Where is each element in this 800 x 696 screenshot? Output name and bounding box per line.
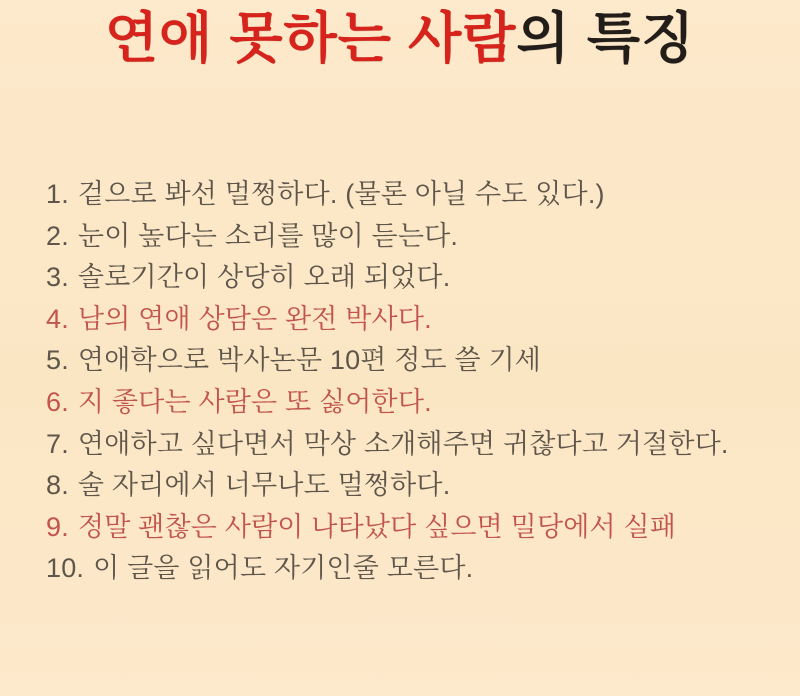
list-item-text: 솔로기간이 상당히 오래 되었다. xyxy=(77,262,451,293)
list-item xyxy=(46,174,784,216)
list-item-text: 정말 괜찮은 사람이 나타났다 싶으면 밀당에서 실패 xyxy=(77,511,677,542)
list-item xyxy=(46,507,784,549)
list-item xyxy=(46,216,784,258)
list-item-text: 이 글을 읽어도 자기인줄 모른다. xyxy=(93,553,474,584)
list-item-number: 6. xyxy=(46,386,69,417)
list-item-number: 5. xyxy=(46,345,69,376)
list-item-number: 7. xyxy=(46,428,69,459)
list-item-text: 남의 연애 상담은 완전 박사다. xyxy=(77,303,432,334)
list-item-text: 연애하고 싶다면서 막상 소개해주면 귀찮다고 거절한다. xyxy=(77,428,729,459)
list-item xyxy=(46,257,784,299)
list-item-number: 3. xyxy=(46,262,69,293)
list-item-number: 4. xyxy=(46,303,69,334)
list-item xyxy=(46,340,784,382)
list-item xyxy=(46,299,784,341)
list-item xyxy=(46,465,784,507)
list-item-text: 술 자리에서 너무나도 멀쩡하다. xyxy=(77,470,451,501)
list-item xyxy=(46,382,784,424)
list-item xyxy=(46,548,784,590)
list-item-text: 눈이 높다는 소리를 많이 듣는다. xyxy=(77,220,459,251)
page-title xyxy=(0,2,800,74)
list-item xyxy=(46,424,784,466)
list-item-number: 10. xyxy=(46,553,85,584)
list-item-text: 지 좋다는 사람은 또 싫어한다. xyxy=(77,386,432,417)
list-item-number: 2. xyxy=(46,220,69,251)
list-item-text: 겉으로 봐선 멀쩡하다. (물론 아닐 수도 있다.) xyxy=(77,179,605,209)
list-item-number: 9. xyxy=(46,511,69,542)
page-title-red-segment: 연애 못하는 사람 xyxy=(104,7,517,69)
list-item-number: 1. xyxy=(46,179,69,209)
page-title-black-segment: 의 특징 xyxy=(516,7,696,69)
trait-list xyxy=(46,174,784,590)
list-item-number: 8. xyxy=(46,470,69,501)
list-item-text: 연애학으로 박사논문 10편 정도 쓸 기세 xyxy=(77,345,542,376)
